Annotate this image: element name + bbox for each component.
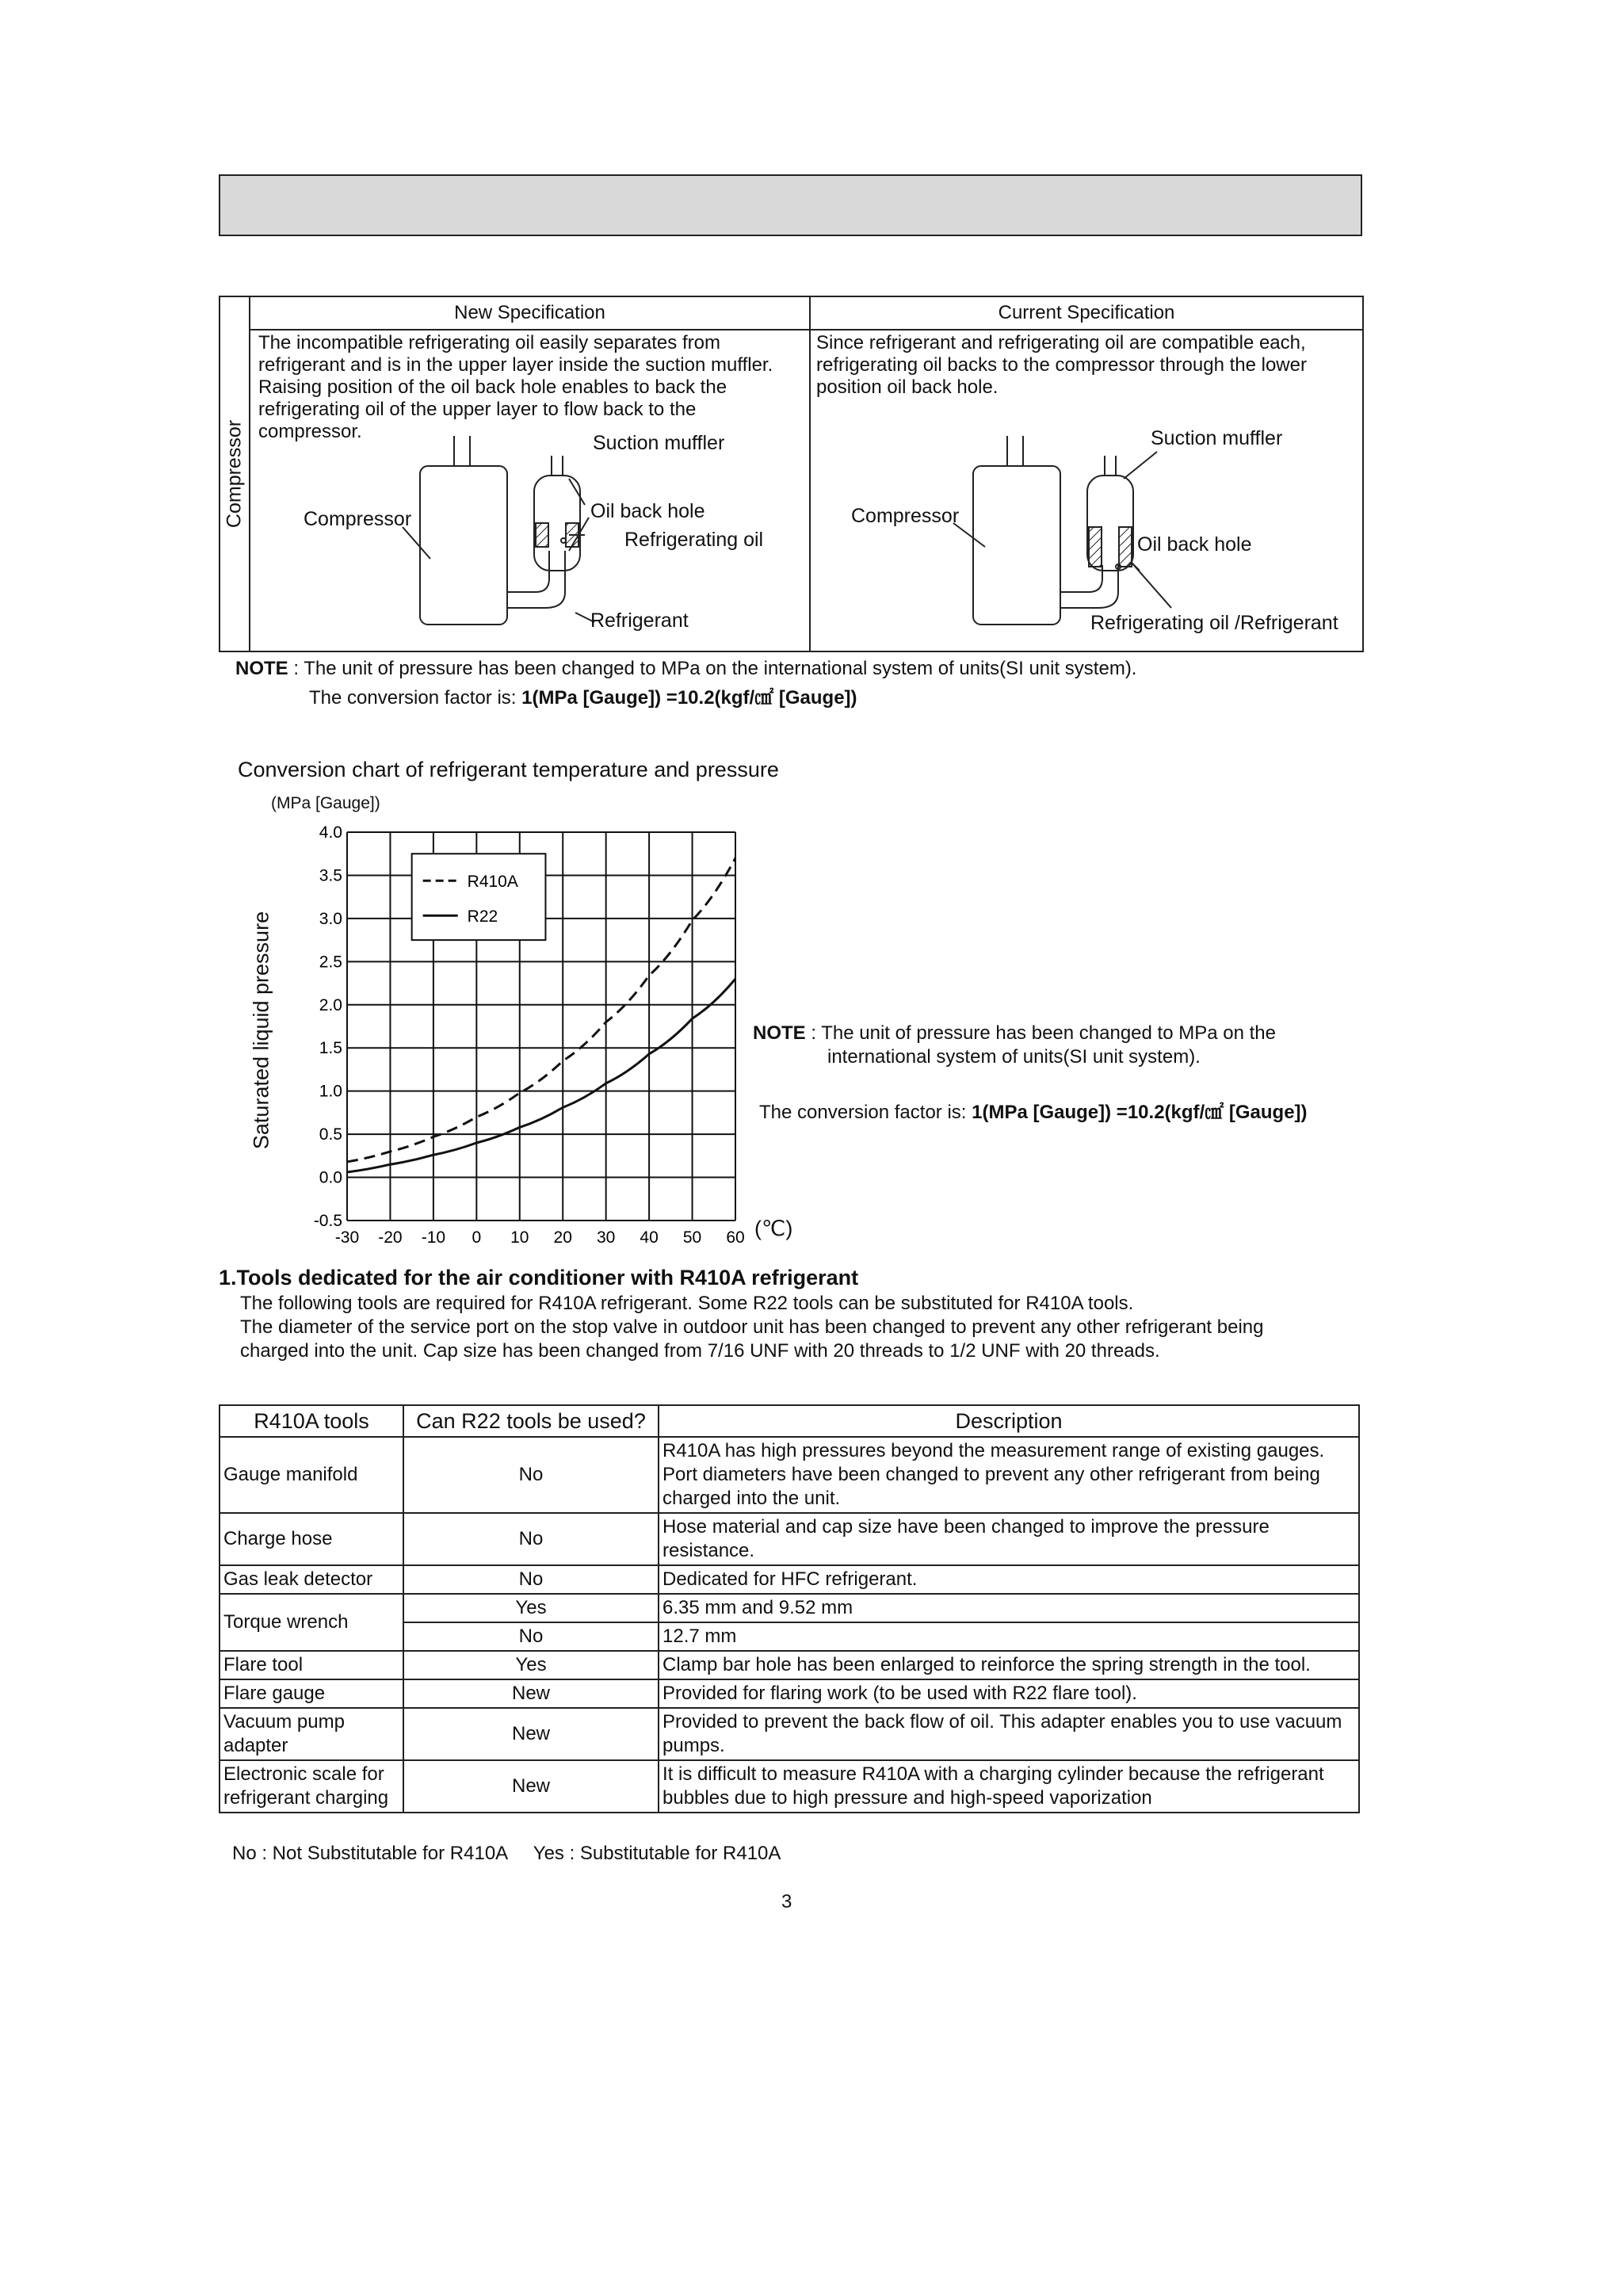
r22-usable: No [403, 1437, 659, 1513]
text-line: compressor. [258, 421, 362, 442]
spec-table [219, 296, 1364, 652]
table-row [220, 1708, 1359, 1760]
y-tick-label: 1.0 [319, 1082, 342, 1101]
y-tick-label: 0.0 [319, 1168, 342, 1187]
r22-usable: Yes [403, 1651, 659, 1679]
tool-description: Dedicated for HFC refrigerant. [659, 1565, 1359, 1594]
pressure-chart [301, 808, 808, 1248]
chart-unit-label: (MPa [Gauge]) [271, 794, 380, 812]
r22-usable: New [403, 1708, 659, 1760]
header-r22: Can R22 tools be used? [403, 1405, 659, 1437]
section-title: 1.Tools dedicated for the air conditioner with R410A refrigerant [219, 1266, 859, 1289]
note-text: : The unit of pressure has been changed to MPa on the international system of units(SI unit system). [288, 658, 1137, 679]
chart-title: Conversion chart of refrigerant temperature and pressure [238, 758, 779, 781]
y-tick-label: -0.5 [313, 1212, 342, 1230]
current-spec-header: Current Specification [998, 302, 1175, 323]
table-header-row [220, 1405, 1359, 1437]
tool-name: Gas leak detector [220, 1565, 403, 1594]
compressor-body [420, 466, 507, 625]
r22-usable: No [403, 1565, 659, 1594]
x-tick-label: 30 [596, 1228, 616, 1247]
x-tick-label: 10 [510, 1228, 529, 1247]
y-tick-label: 3.0 [319, 909, 342, 928]
compressor-diagrams [220, 297, 1362, 651]
tool-name: Flare gauge [220, 1679, 403, 1708]
substitution-legend: No : Not Substitutable for R410A Yes : Substitutable for R410A [232, 1843, 781, 1864]
cur-oil-back-hole-label: Oil back hole [1137, 533, 1252, 556]
current-compressor-diagram [953, 436, 1171, 625]
new-oil-back-hole-label: Oil back hole [590, 500, 705, 522]
y-tick-label: 4.0 [319, 823, 342, 842]
text-line: The incompatible refrigerating oil easily separates from [258, 332, 720, 353]
note-1-factor [309, 682, 857, 709]
new-refrigerating-oil-label: Refrigerating oil [624, 529, 764, 551]
new-compressor-diagram [403, 436, 594, 625]
tool-description: Provided to prevent the back flow of oil. This adapter enables you to use vacuum pumps. [659, 1708, 1359, 1760]
r22-usable: No [403, 1622, 659, 1651]
table-row [220, 1679, 1359, 1708]
new-spec-header: New Specification [454, 302, 605, 323]
factor-value: 1(MPa [Gauge]) =10.2(kgf/㎠ [Gauge]) [521, 687, 857, 709]
tool-name: Charge hose [220, 1513, 403, 1565]
table-row [220, 1513, 1359, 1565]
text-line: Since refrigerant and refrigerating oil are compatible each, [816, 332, 1306, 353]
x-tick-label: 40 [640, 1228, 659, 1247]
tool-name: Vacuum pump adapter [220, 1708, 403, 1760]
tool-name: Torque wrench [220, 1594, 403, 1651]
text-line: Raising position of the oil back hole enables to back the [258, 376, 727, 398]
section-body [240, 1292, 1263, 1363]
tool-description: It is difficult to measure R410A with a charging cylinder because the refrigerant bubbles due to high pressure and high-speed vaporization [659, 1760, 1359, 1813]
text-line: refrigerating oil of the upper layer to flow back to the [258, 399, 697, 420]
x-tick-label: -30 [334, 1228, 360, 1247]
x-tick-label: -20 [378, 1228, 403, 1247]
y-tick-label: 0.5 [319, 1125, 342, 1144]
cur-compressor-label: Compressor [851, 505, 960, 527]
compressor-label: Compressor [223, 419, 246, 529]
note-1 [235, 658, 1136, 680]
factor-prefix: The conversion factor is: [759, 1102, 972, 1123]
header-band [219, 174, 1362, 236]
note-2-factor [759, 1096, 1308, 1124]
text-line: position oil back hole. [816, 376, 999, 398]
r22-usable: New [403, 1760, 659, 1813]
tool-description: Provided for flaring work (to be used with R22 flare tool). [659, 1679, 1359, 1708]
new-refrigerant-label: Refrigerant [590, 609, 689, 632]
new-suction-muffler-label: Suction muffler [593, 432, 725, 454]
paragraph-line: The diameter of the service port on the stop valve in outdoor unit has been changed to prevent any other refrigerant being [240, 1316, 1264, 1338]
legend-label: R410A [467, 873, 518, 892]
new-compressor-label: Compressor [304, 508, 412, 530]
x-unit-label: (℃) [754, 1217, 793, 1240]
note-text: : The unit of pressure has been changed to MPa on the [805, 1022, 1276, 1044]
factor-value: 1(MPa [Gauge]) =10.2(kgf/㎠ [Gauge]) [972, 1102, 1308, 1123]
table-row [220, 1760, 1359, 1813]
tool-description: 6.35 mm and 9.52 mm [659, 1594, 1359, 1622]
text-line: refrigerant and is in the upper layer inside the suction muffler. [258, 354, 773, 376]
table-row [220, 1565, 1359, 1594]
r22-usable: Yes [403, 1594, 659, 1622]
paragraph-line: charged into the unit. Cap size has been changed from 7/16 UNF with 20 threads to 1/2 UNF with 20 threads. [240, 1340, 1160, 1362]
table-row [220, 1594, 1359, 1622]
x-tick-label: 60 [726, 1228, 745, 1247]
note-2 [753, 1022, 1276, 1045]
y-tick-label: 2.0 [319, 995, 342, 1014]
legend-label: R22 [467, 907, 498, 926]
note-2-line2: international system of units(SI unit system). [827, 1046, 1201, 1068]
note-label: NOTE [753, 1022, 806, 1044]
r22-usable: No [403, 1513, 659, 1565]
table-row [220, 1437, 1359, 1513]
paragraph-line: The following tools are required for R410A refrigerant. Some R22 tools can be substituted for R410A tools. [240, 1293, 1134, 1314]
table-row [220, 1651, 1359, 1679]
y-tick-label: 2.5 [319, 953, 342, 972]
cur-oil-refrigerant-label: Refrigerating oil /Refrigerant [1090, 612, 1338, 634]
legend-box [412, 854, 546, 940]
tools-table [219, 1404, 1360, 1813]
x-tick-label: 20 [553, 1228, 572, 1247]
note-label: NOTE [235, 658, 288, 679]
x-tick-label: 0 [472, 1228, 482, 1247]
header-description: Description [659, 1405, 1359, 1437]
tool-name: Electronic scale for refrigerant charging [220, 1760, 403, 1813]
page-number: 3 [781, 1891, 792, 1912]
tool-description: Clamp bar hole has been enlarged to reinforce the spring strength in the tool. [659, 1651, 1359, 1679]
tool-name: Gauge manifold [220, 1437, 403, 1513]
x-tick-label: 50 [682, 1228, 702, 1247]
y-tick-label: 1.5 [319, 1039, 342, 1058]
tool-description: R410A has high pressures beyond the measurement range of existing gauges. Port diameters have been changed to prevent any other refrigerant from being charged into the unit. [659, 1437, 1359, 1513]
y-tick-label: 3.5 [319, 866, 342, 885]
tool-name: Flare tool [220, 1651, 403, 1679]
r22-usable: New [403, 1679, 659, 1708]
x-tick-label: -10 [421, 1228, 446, 1247]
tool-description: 12.7 mm [659, 1622, 1359, 1651]
tool-description: Hose material and cap size have been changed to improve the pressure resistance. [659, 1513, 1359, 1565]
factor-prefix: The conversion factor is: [309, 687, 522, 709]
y-axis-label: Saturated liquid pressure [249, 911, 273, 1150]
text-line: refrigerating oil backs to the compressor through the lower [816, 354, 1307, 376]
header-tools: R410A tools [220, 1405, 403, 1437]
compressor-body [973, 466, 1060, 625]
cur-suction-muffler-label: Suction muffler [1151, 427, 1283, 449]
series-line-r22 [347, 979, 735, 1172]
